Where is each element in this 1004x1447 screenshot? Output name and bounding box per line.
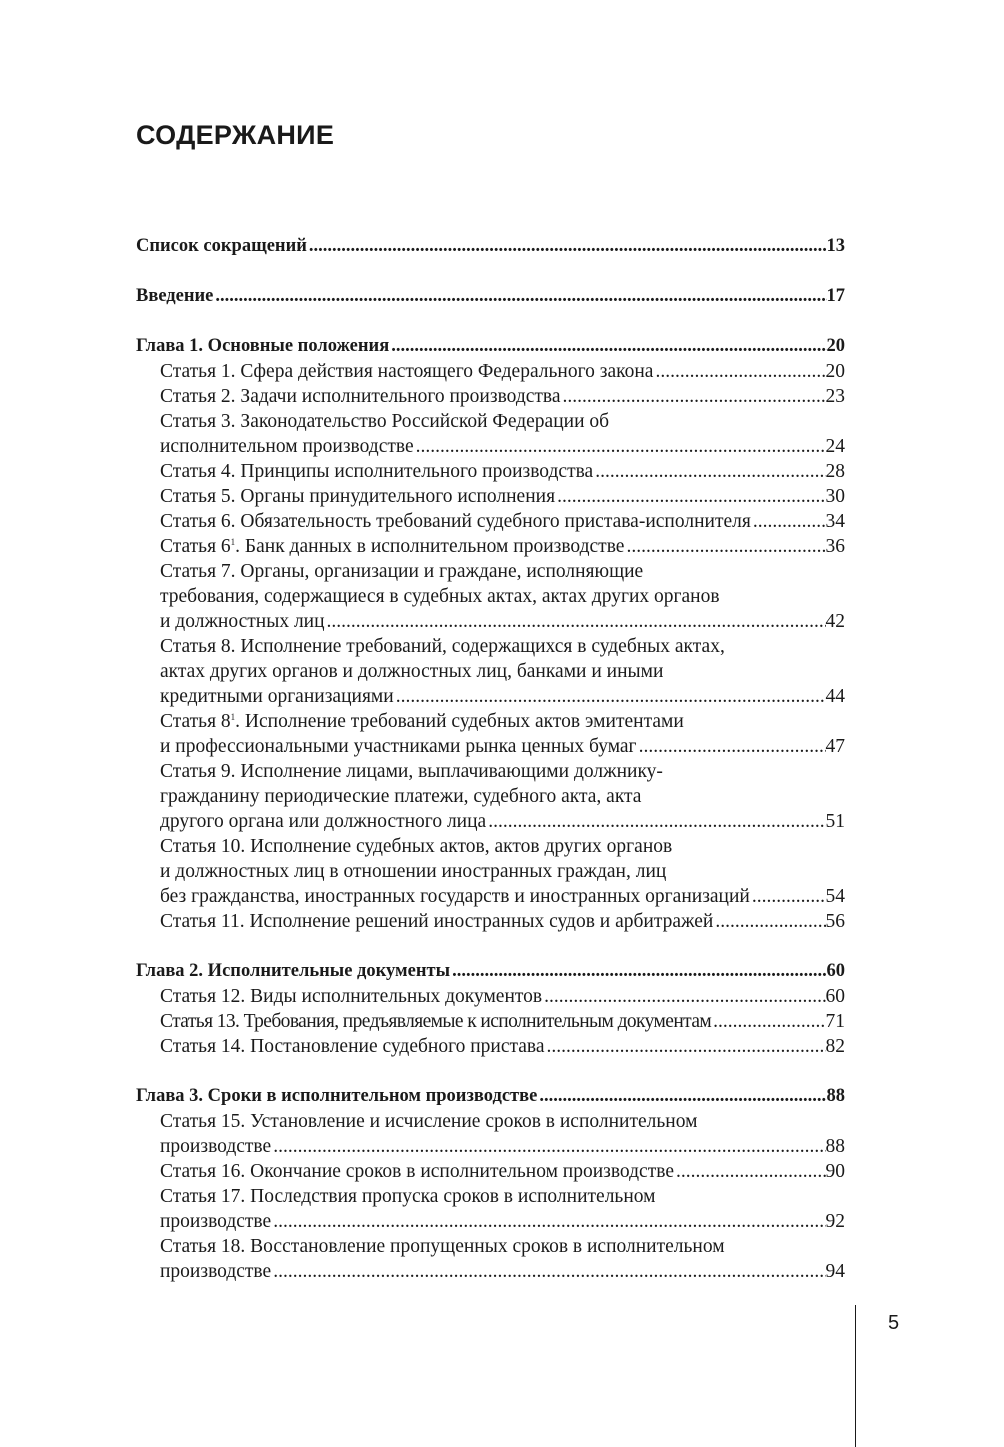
toc-page-number: 54	[825, 886, 845, 907]
toc-article-17[interactable]	[136, 1184, 845, 1209]
toc-entry-label: Статья 11. Исполнение решений иностранных судов и арбитражей	[160, 911, 714, 932]
toc-page-number: 94	[825, 1261, 845, 1282]
toc-page-number: 42	[825, 611, 845, 632]
toc-entry-label: Статья 9. Исполнение лицами, выплачивающими должнику-	[160, 761, 663, 782]
toc-article-1[interactable]	[136, 359, 845, 384]
toc-entry-label: Статья 17. Последствия пропуска сроков в исполнительном	[160, 1186, 656, 1207]
toc-entry-label: Статья 15. Установление и исчисление сроков в исполнительном	[160, 1111, 698, 1132]
toc-page-number: 17	[826, 286, 845, 306]
toc-article-16[interactable]	[136, 1159, 845, 1184]
table-of-contents	[136, 234, 845, 1284]
toc-entry-label: Статья 6. Обязательность требований судебного пристава-исполнителя	[160, 511, 751, 532]
toc-article-15[interactable]	[136, 1109, 845, 1134]
toc-article-18-cont[interactable]	[136, 1259, 845, 1284]
toc-page-number: 28	[825, 461, 845, 482]
toc-entry-label: Статья 14. Постановление судебного пристава	[160, 1036, 545, 1057]
toc-page-number: 90	[825, 1161, 845, 1182]
toc-article-11[interactable]	[136, 909, 845, 934]
toc-entry-label: и должностных лиц в отношении иностранных граждан, лиц	[160, 861, 667, 882]
toc-chapter-1[interactable]	[136, 334, 845, 359]
toc-entry-label: Глава 2. Исполнительные документы	[136, 961, 451, 981]
toc-entry-label: Статья 12. Виды исполнительных документов	[160, 986, 543, 1007]
toc-page-number: 13	[826, 236, 845, 256]
toc-entry-label: Статья 7. Органы, организации и граждане, исполняющие	[160, 561, 644, 582]
toc-entry-label: актах других органов и должностных лиц, банками и иными	[160, 661, 664, 682]
toc-page-number: 60	[825, 986, 845, 1007]
toc-page-number: 56	[825, 911, 845, 932]
toc-entry-label: производстве	[160, 1211, 272, 1232]
toc-page-number: 24	[825, 436, 845, 457]
toc-article-5[interactable]	[136, 484, 845, 509]
page-title: СОДЕРЖАНИЕ	[136, 120, 335, 150]
toc-article-18[interactable]	[136, 1234, 845, 1259]
toc-entry-label: Введение	[136, 286, 214, 306]
toc-entry-label: Статья 10. Исполнение судебных актов, актов других органов	[160, 836, 673, 857]
toc-entry-label: Статья $8^1$. Исполнение требований судебных актов эмитентами	[160, 711, 684, 732]
toc-page-number: 20	[825, 361, 845, 382]
toc-entry-label: и профессиональными участниками рынка ценных бумаг	[160, 736, 637, 757]
toc-page-number: 23	[825, 386, 845, 407]
toc-page-number: 51	[825, 811, 845, 832]
toc-article-8-cont[interactable]	[136, 659, 845, 684]
toc-article-3-cont[interactable]	[136, 434, 845, 459]
toc-article-10[interactable]	[136, 834, 845, 859]
toc-entry-label: Статья 18. Восстановление пропущенных сроков в исполнительном	[160, 1236, 725, 1257]
toc-article-6-1[interactable]	[136, 534, 845, 559]
toc-chapter-3[interactable]	[136, 1084, 845, 1109]
toc-entry-label: Список сокращений	[136, 236, 307, 256]
toc-article-8-1[interactable]	[136, 709, 845, 734]
toc-page-number: 88	[826, 1086, 845, 1106]
toc-entry-label: Глава 3. Сроки в исполнительном производстве	[136, 1086, 538, 1106]
toc-article-8-1-cont[interactable]	[136, 734, 845, 759]
toc-entry-label: требования, содержащиеся в судебных актах, актах других органов	[160, 586, 720, 607]
toc-article-3[interactable]	[136, 409, 845, 434]
margin-rule	[855, 1305, 856, 1447]
superscript: 1	[230, 537, 236, 547]
toc-page-number: 36	[825, 536, 845, 557]
toc-article-9-cont[interactable]	[136, 809, 845, 834]
toc-article-7[interactable]	[136, 559, 845, 584]
toc-entry-label: Статья 1. Сфера действия настоящего Федерального закона	[160, 361, 654, 382]
toc-entry-label: гражданину периодические платежи, судебного акта, акта	[160, 786, 642, 807]
toc-page-number: 92	[825, 1211, 845, 1232]
toc-article-14[interactable]	[136, 1034, 845, 1059]
toc-article-8[interactable]	[136, 634, 845, 659]
toc-entry-label: Статья 13. Требования, предъявляемые к исполнительным документам	[160, 1011, 712, 1032]
toc-article-17-cont[interactable]	[136, 1209, 845, 1234]
toc-entry-label: Статья 3. Законодательство Российской Федерации об	[160, 411, 610, 432]
toc-entry-label: исполнительном производстве	[160, 436, 414, 457]
toc-page-number: 47	[825, 736, 845, 757]
toc-article-6[interactable]	[136, 509, 845, 534]
toc-article-10-cont[interactable]	[136, 884, 845, 909]
toc-article-15-cont[interactable]	[136, 1134, 845, 1159]
toc-entry-label: производстве	[160, 1136, 272, 1157]
toc-entry-label: Глава 1. Основные положения	[136, 336, 390, 356]
toc-entry-abbreviations[interactable]	[136, 234, 845, 259]
toc-article-9[interactable]	[136, 759, 845, 784]
toc-page-number: 20	[826, 336, 845, 356]
toc-entry-label: Статья $6^1$. Банк данных в исполнительном производстве	[160, 536, 625, 557]
toc-article-2[interactable]	[136, 384, 845, 409]
toc-page-number: 71	[825, 1011, 845, 1032]
toc-article-7-cont[interactable]	[136, 609, 845, 634]
toc-entry-label: кредитными организациями	[160, 686, 394, 707]
toc-page-number: 34	[825, 511, 845, 532]
toc-page-number: 30	[825, 486, 845, 507]
toc-entry-label: Статья 16. Окончание сроков в исполнительном производстве	[160, 1161, 674, 1182]
toc-article-8-cont[interactable]	[136, 684, 845, 709]
toc-page-number: 82	[825, 1036, 845, 1057]
toc-chapter-2[interactable]	[136, 959, 845, 984]
toc-entry-label: Статья 5. Органы принудительного исполнения	[160, 486, 556, 507]
toc-article-13[interactable]	[136, 1009, 845, 1034]
toc-entry-label: Статья 8. Исполнение требований, содержащихся в судебных актах,	[160, 636, 725, 657]
toc-page-number: 44	[825, 686, 845, 707]
toc-entry-label: Статья 2. Задачи исполнительного производства	[160, 386, 561, 407]
toc-entry-label: другого органа или должностного лица	[160, 811, 487, 832]
toc-article-9-cont[interactable]	[136, 784, 845, 809]
toc-entry-label: без гражданства, иностранных государств и иностранных организаций	[160, 886, 750, 907]
superscript: 1	[230, 712, 236, 722]
toc-entry-label: производстве	[160, 1261, 272, 1282]
toc-article-10-cont[interactable]	[136, 859, 845, 884]
toc-entry-label: Статья 4. Принципы исполнительного производства	[160, 461, 594, 482]
page-number: 5	[888, 1312, 900, 1334]
toc-entry-label: и должностных лиц	[160, 611, 325, 632]
toc-page-number: 60	[826, 961, 845, 981]
toc-article-4[interactable]	[136, 459, 845, 484]
toc-page-number: 88	[825, 1136, 845, 1157]
toc-article-12[interactable]	[136, 984, 845, 1009]
toc-entry-introduction[interactable]	[136, 284, 845, 309]
toc-article-7-cont[interactable]	[136, 584, 845, 609]
